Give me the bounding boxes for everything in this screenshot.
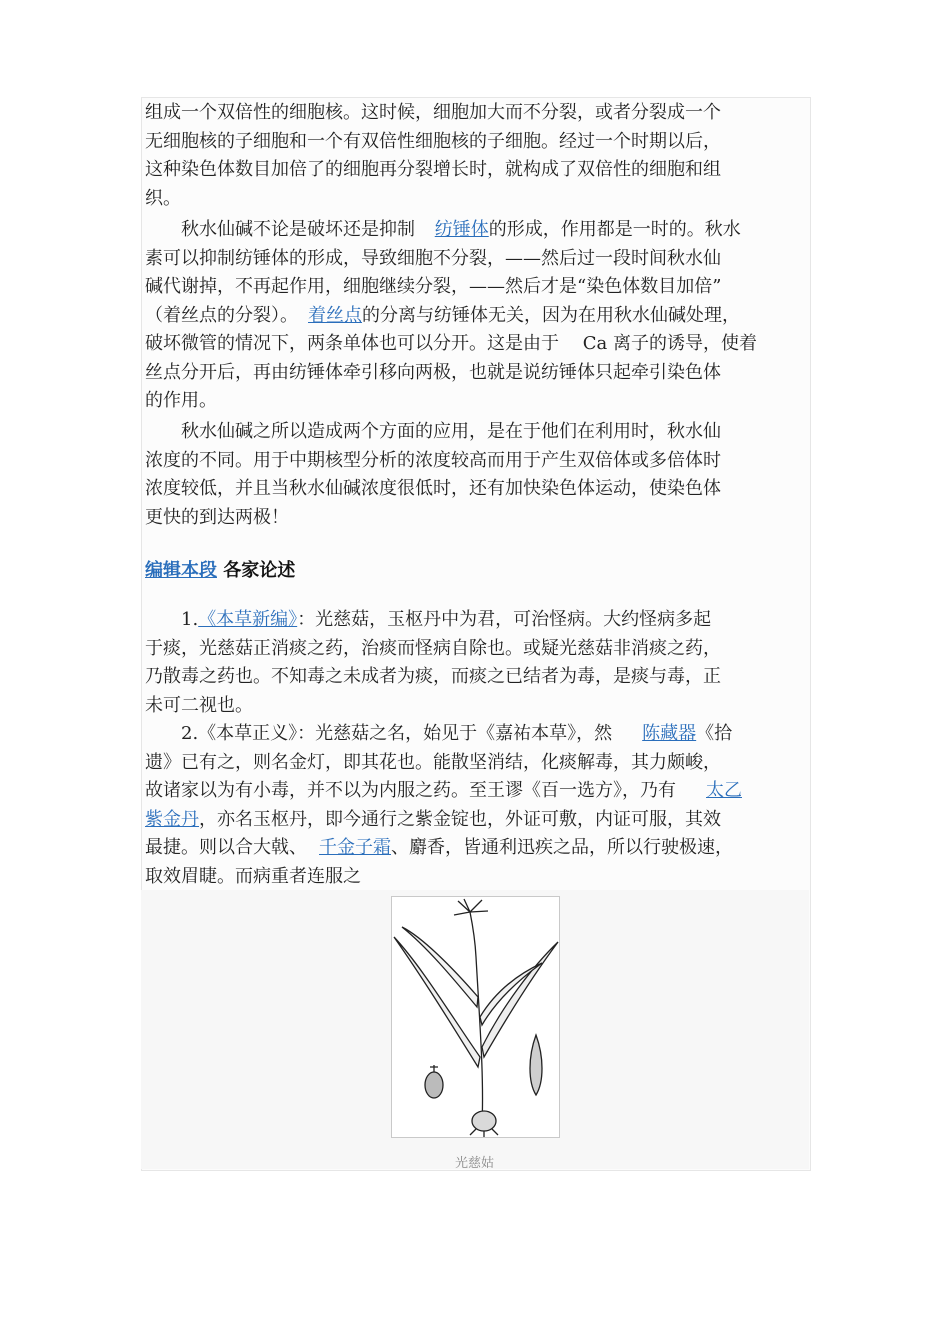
text-line: 破坏微管的情况下，两条单体也可以分开。这是由于 Ca 离子的诱导，使着 [145, 333, 757, 354]
text-line: 浓度较低，并且当秋水仙碱浓度很低时，还有加快染色体运动，使染色体 [145, 478, 721, 499]
text-line: 无细胞核的子细胞和一个有双倍性细胞核的子细胞。经过一个时期以后， [145, 130, 721, 152]
text-span: ，亦名玉枢丹，即今通行之紫金锭也，外证可敷，内证可服，其效 [199, 808, 721, 830]
text-span: 的形成，作用都是一时的。秋水 [488, 219, 741, 240]
text-line [145, 216, 805, 245]
text-line: 碱代谢掉，不再起作用，细胞继续分裂，——然后才是“染色体数目加倍” [145, 276, 722, 297]
text-line: 更快的到达两极！ [145, 506, 289, 528]
text-span: 2.《本草正义》：光慈菇之名，始见于《嘉祐本草》，然 [181, 723, 613, 744]
text-line: 于痰，光慈菇正消痰之药，治痰而怪病自除也。或疑光慈菇非消痰之药， [145, 637, 721, 659]
plant-illustration-icon [392, 897, 559, 1137]
link-bencao-xinbian[interactable]: 《本草新编》 [198, 609, 298, 630]
text-line: 丝点分开后，再由纺锤体牵引移向两极，也就是说纺锤体只起牵引染色体 [145, 361, 721, 383]
section-heading [145, 556, 295, 582]
text-line [145, 302, 805, 331]
link-spindle[interactable]: 纺锤体 [434, 219, 489, 240]
link-centromere[interactable]: 着丝点 [308, 304, 362, 326]
text-line: 乃散毒之药也。不知毒之未成者为痰，而痰之已结者为毒，是痰与毒，正 [145, 666, 721, 687]
link-qianjinzi-shuang[interactable]: 千金子霜 [319, 837, 391, 858]
text-line [145, 720, 805, 749]
list-item [145, 720, 805, 891]
text-span: 、麝香，皆通利迅疾之品，所以行驶极速， [391, 837, 733, 858]
text-span: ：光慈菇，玉枢丹中为君，可治怪病。大约怪病多起 [297, 609, 712, 630]
text-line: 未可二视也。 [145, 694, 253, 716]
text-line: 秋水仙碱之所以造成两个方面的应用，是在于他们在利用时，秋水仙 [181, 421, 721, 442]
text-line: 组成一个双倍性的细胞核。这时候，细胞加大而不分裂，或者分裂成一个 [145, 102, 721, 123]
link-chen-cangqi[interactable]: 陈藏器 [642, 723, 697, 744]
text-line: 浓度的不同。用于中期核型分析的浓度较高而用于产生双倍体或多倍体时 [145, 449, 721, 471]
link-taiyi[interactable]: 太乙 [706, 780, 742, 801]
link-zijin-dan[interactable]: 紫金丹 [145, 808, 199, 830]
paragraph-concentration [145, 418, 805, 532]
text-line: 的作用。 [145, 390, 217, 411]
text-span: 故诸家以为有小毒，并不以为内服之药。至王谬《百一选方》，乃有 [145, 780, 676, 801]
figure-caption: 光慈姑 [454, 1156, 494, 1171]
text-span: 的分离与纺锤体无关，因为在用秋水仙碱处理， [362, 304, 740, 326]
text-line: 织。 [145, 187, 181, 209]
item-number: 1. [181, 609, 199, 630]
text-line: 这种染色体数目加倍了的细胞再分裂增长时，就构成了双倍性的细胞和组 [145, 159, 721, 180]
text-span: 《拾 [696, 723, 733, 744]
text-line [145, 606, 805, 635]
text-line: 遗》已有之，则名金灯，即其花也。能散坚消结，化痰解毒，其力颇峻， [145, 751, 721, 773]
text-span: 最捷。则以合大戟、 [145, 837, 307, 858]
text-line [145, 806, 805, 835]
paragraph-cell-division [145, 99, 805, 213]
text-line: 取效眉睫。而病重者连服之 [145, 865, 361, 887]
text-line [145, 834, 805, 863]
text-span: 秋水仙碱不论是破坏还是抑制 [181, 219, 415, 240]
text-span: （着丝点的分裂）。 [145, 304, 298, 326]
edit-section-link[interactable]: 编辑本段 [145, 560, 217, 581]
text-line [145, 777, 805, 806]
section-title: 各家论述 [223, 560, 296, 581]
list-item [145, 606, 805, 720]
plant-illustration-image[interactable] [391, 896, 560, 1138]
text-line: 素可以抑制纺锤体的形成，导致细胞不分裂，——然后过一段时间秋水仙 [145, 247, 721, 269]
paragraph-colchicine-effect [145, 216, 805, 416]
